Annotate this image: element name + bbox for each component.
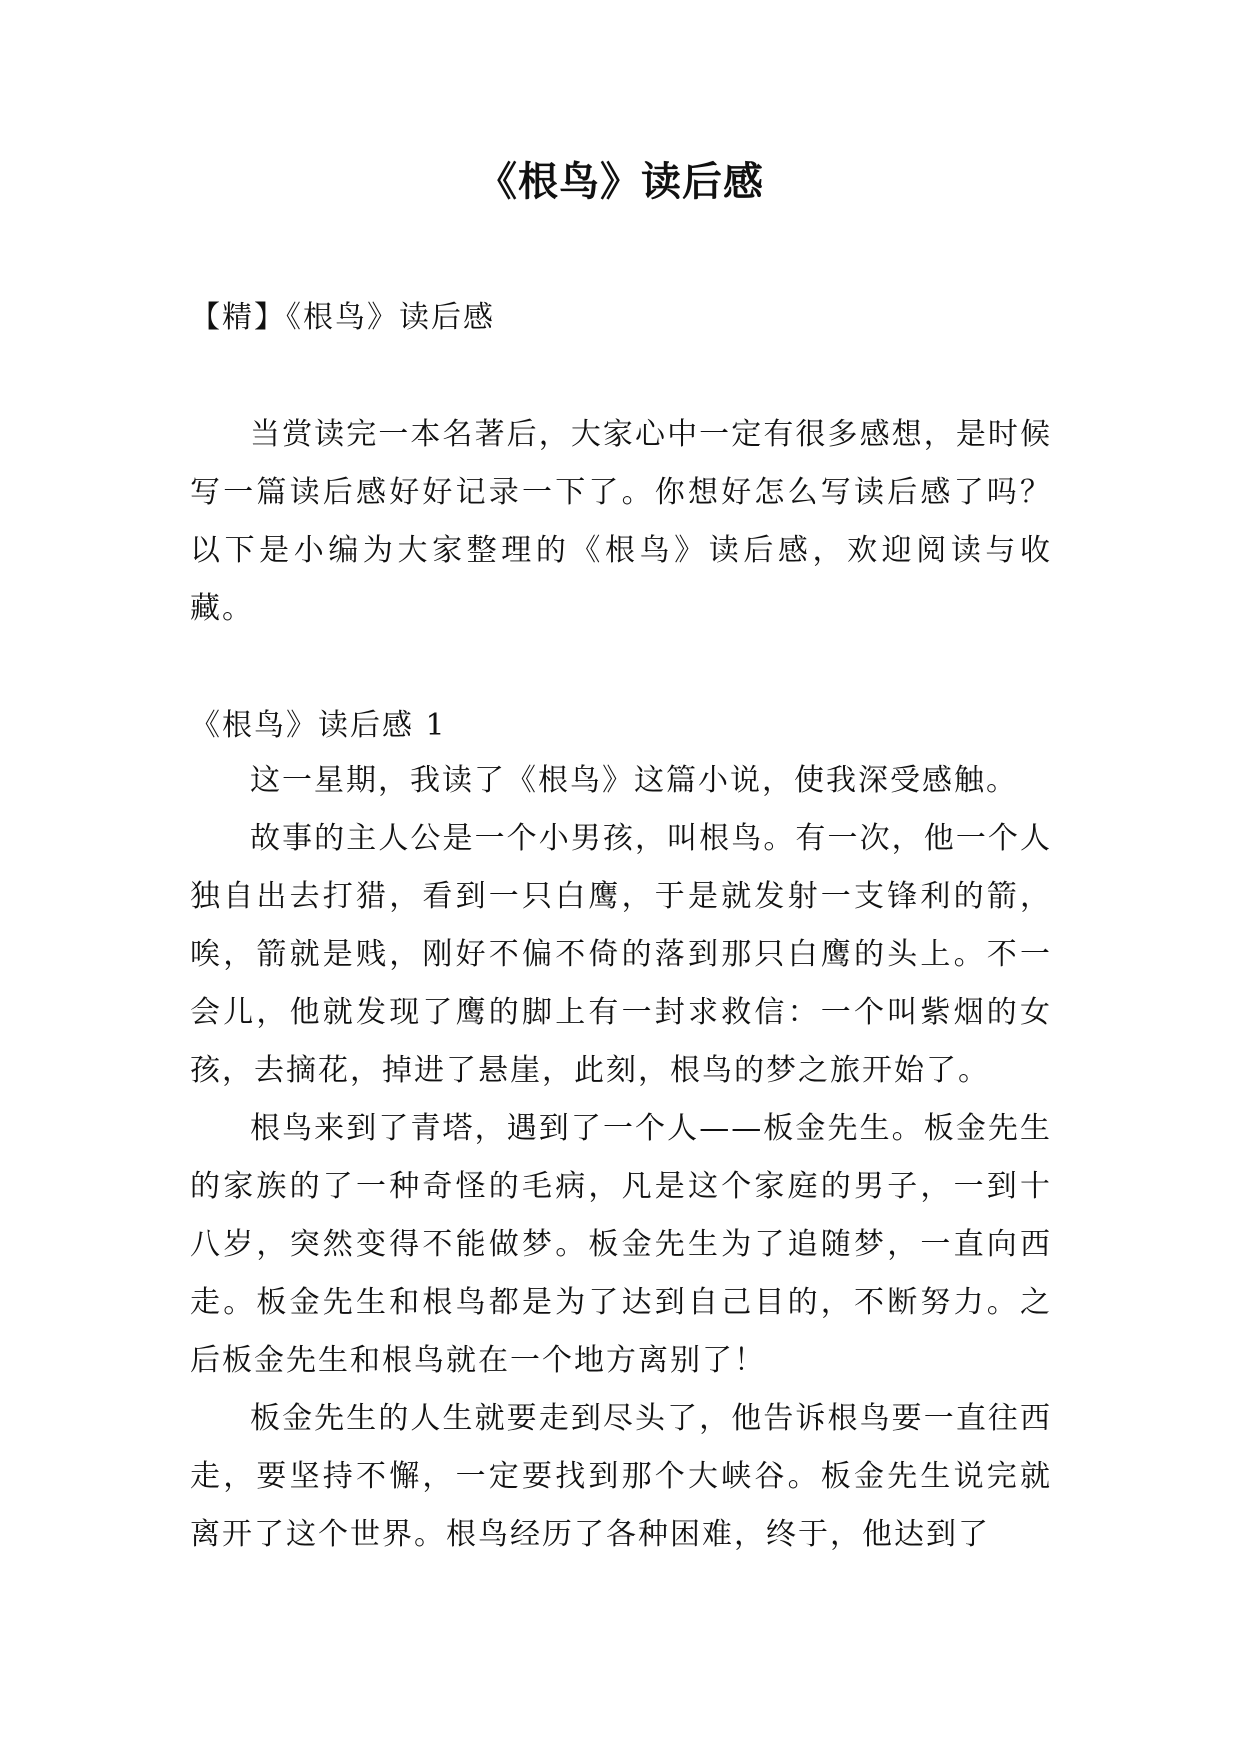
document-title: 《根鸟》读后感 (477, 158, 764, 205)
intro-paragraph: 当赏读完一本名著后，大家心中一定有很多感想，是时候写一篇读后感好好记录一下了。你想好怎么写读后感了吗？以下是小编为大家整理的《根鸟》读后感，欢迎阅读与收藏。 (190, 417, 1052, 626)
paragraph-1: 这一星期，我读了《根鸟》这篇小说，使我深受感触。 (250, 763, 1018, 798)
document-subtitle: 【精】《根鸟》读后感 (190, 300, 495, 335)
paragraph-4: 板金先生的人生就要走到尽头了，他告诉根鸟要一直往西走，要坚持不懈，一定要找到那个大峡谷。板金先生说完就离开了这个世界。根鸟经历了各种困难，终于，他达到了 (190, 1401, 1052, 1552)
intro-block (190, 406, 1052, 638)
article-body (190, 752, 1052, 1564)
paragraph-3: 根鸟来到了青塔，遇到了一个人——板金先生。板金先生的家族的了一种奇怪的毛病，凡是这个家庭的男子，一到十八岁，突然变得不能做梦。板金先生为了追随梦，一直向西走。板金先生和根鸟都是为了达到自己目的，不断努力。之后板金先生和根鸟就在一个地方离别了！ (190, 1111, 1052, 1378)
paragraph-2: 故事的主人公是一个小男孩，叫根鸟。有一次，他一个人独自出去打猎，看到一只白鹰，于是就发射一支锋利的箭，唉，箭就是贱，刚好不偏不倚的落到那只白鹰的头上。不一会儿，他就发现了鹰的脚上有一封求救信：一个叫紫烟的女孩，去摘花，掉进了悬崖，此刻，根鸟的梦之旅开始了。 (190, 821, 1052, 1088)
section-heading: 《根鸟》读后感 1 (190, 708, 447, 743)
